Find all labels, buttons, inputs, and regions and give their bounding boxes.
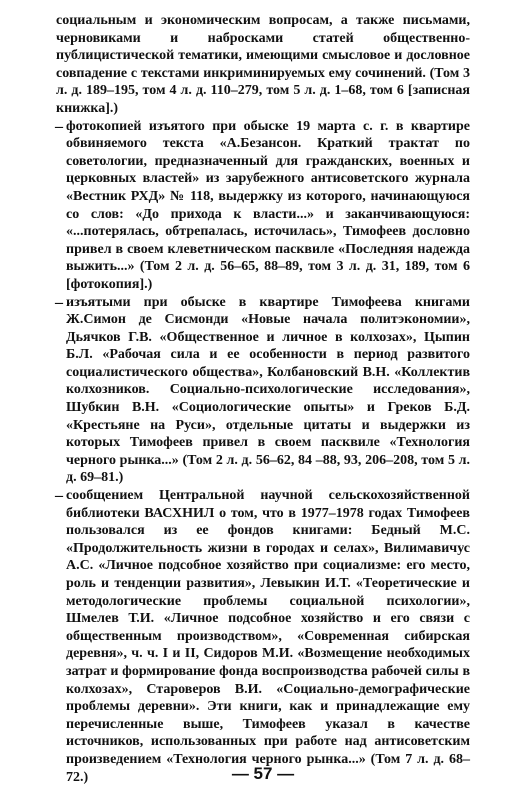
list-dash: – [55, 293, 63, 311]
list-dash: – [55, 487, 63, 505]
list-item [56, 487, 470, 786]
list-item-text: сообщением Центральной научной сельскохозяйственной библиотеки ВАСХНИЛ о том, что в 1977–1978 годах Тимофеев пользовался из ее фондов книгами: Бедный М.С. «Продолжительность жизни в городах и селах», Вилимавичус А.С. «Личное подсобное хозяйство при социализме: его место, роль и тенденции развития», Левыкин И.Т. «Теоретические и методологические проблемы социальной психологии», Шмелев Т.И. «Личное подсобное хозяйство и его связи с общественным производством», «Современная сибирская деревня», ч. ч. I и II, Сидоров М.И. «Возмещение необходимых затрат и формирование фонда воспроизводства рабочей силы в колхозах», Староверов В.И. «Социально-демографические проблемы деревни». Эти книги, как и принадлежащие ему перечисленные выше, Тимофеев указал в качестве источников, использованных при работе над антисоветским произведением «Технология черного рынка...» (Том 7 л. д. 68–72.) [66, 488, 470, 785]
list-item-text: фотокопией изъятого при обыске 19 марта с. г. в квартире обвиняемого текста «А.Безансон. Краткий трактат по советологии, предназначенный для гражданских, военных и церковных властей» из зарубежного антисоветского журнала «Вестник РХД» № 118, выдержку из которого, начинающуюся со слов: «До прихода к власти...» и заканчивающуюся: «...потерялась, обтрепалась, источилась», Тимофеев дословно привел в своем клеветническом пасквиле «Последняя надежда выжить...» (Том 2 л. д. 56–65, 88–89, том 3 л. д. 31, 189, том 6 [фотокопия].) [66, 118, 470, 292]
document-page [56, 12, 470, 800]
list-item-text: изъятыми при обыске в квартире Тимофеева книгами Ж.Симон де Сисмонди «Новые начала политэкономии», Дьячков Г.В. «Общественное и личное в колхозах», Цыпин Б.Л. «Рабочая сила и ее особенности в период развитого социалистического общества», Колбановский В.Н. «Коллектив колхозников. Социально-психологические исследования», Шубкин В.Н. «Социологические опыты» и Греков Б.Д. «Крестьяне на Руси», отдельные цитаты и выдержки из которых Тимофеев привел в своем пасквиле «Технология черного рынка...» (Том 2 л. д. 56–62, 84 –88, 93, 206–208, том 5 л. д. 69–81.) [66, 294, 470, 486]
list-item [56, 118, 470, 294]
page-number: — 57 — [231, 764, 295, 783]
list-item [56, 294, 470, 488]
continuation-paragraph: социальным и экономическим вопросам, а также письмами, черновиками и набросками статей общественно-публицистической тематики, имеющими смысловое и дословное совпадение с текстами инкриминируемых ему сочинений. (Том 3 л. д. 189–195, том 4 л. д. 110–279, том 5 л. д. 1–68, том 6 [записная книжка].) [56, 13, 470, 116]
list-dash: – [55, 117, 63, 135]
